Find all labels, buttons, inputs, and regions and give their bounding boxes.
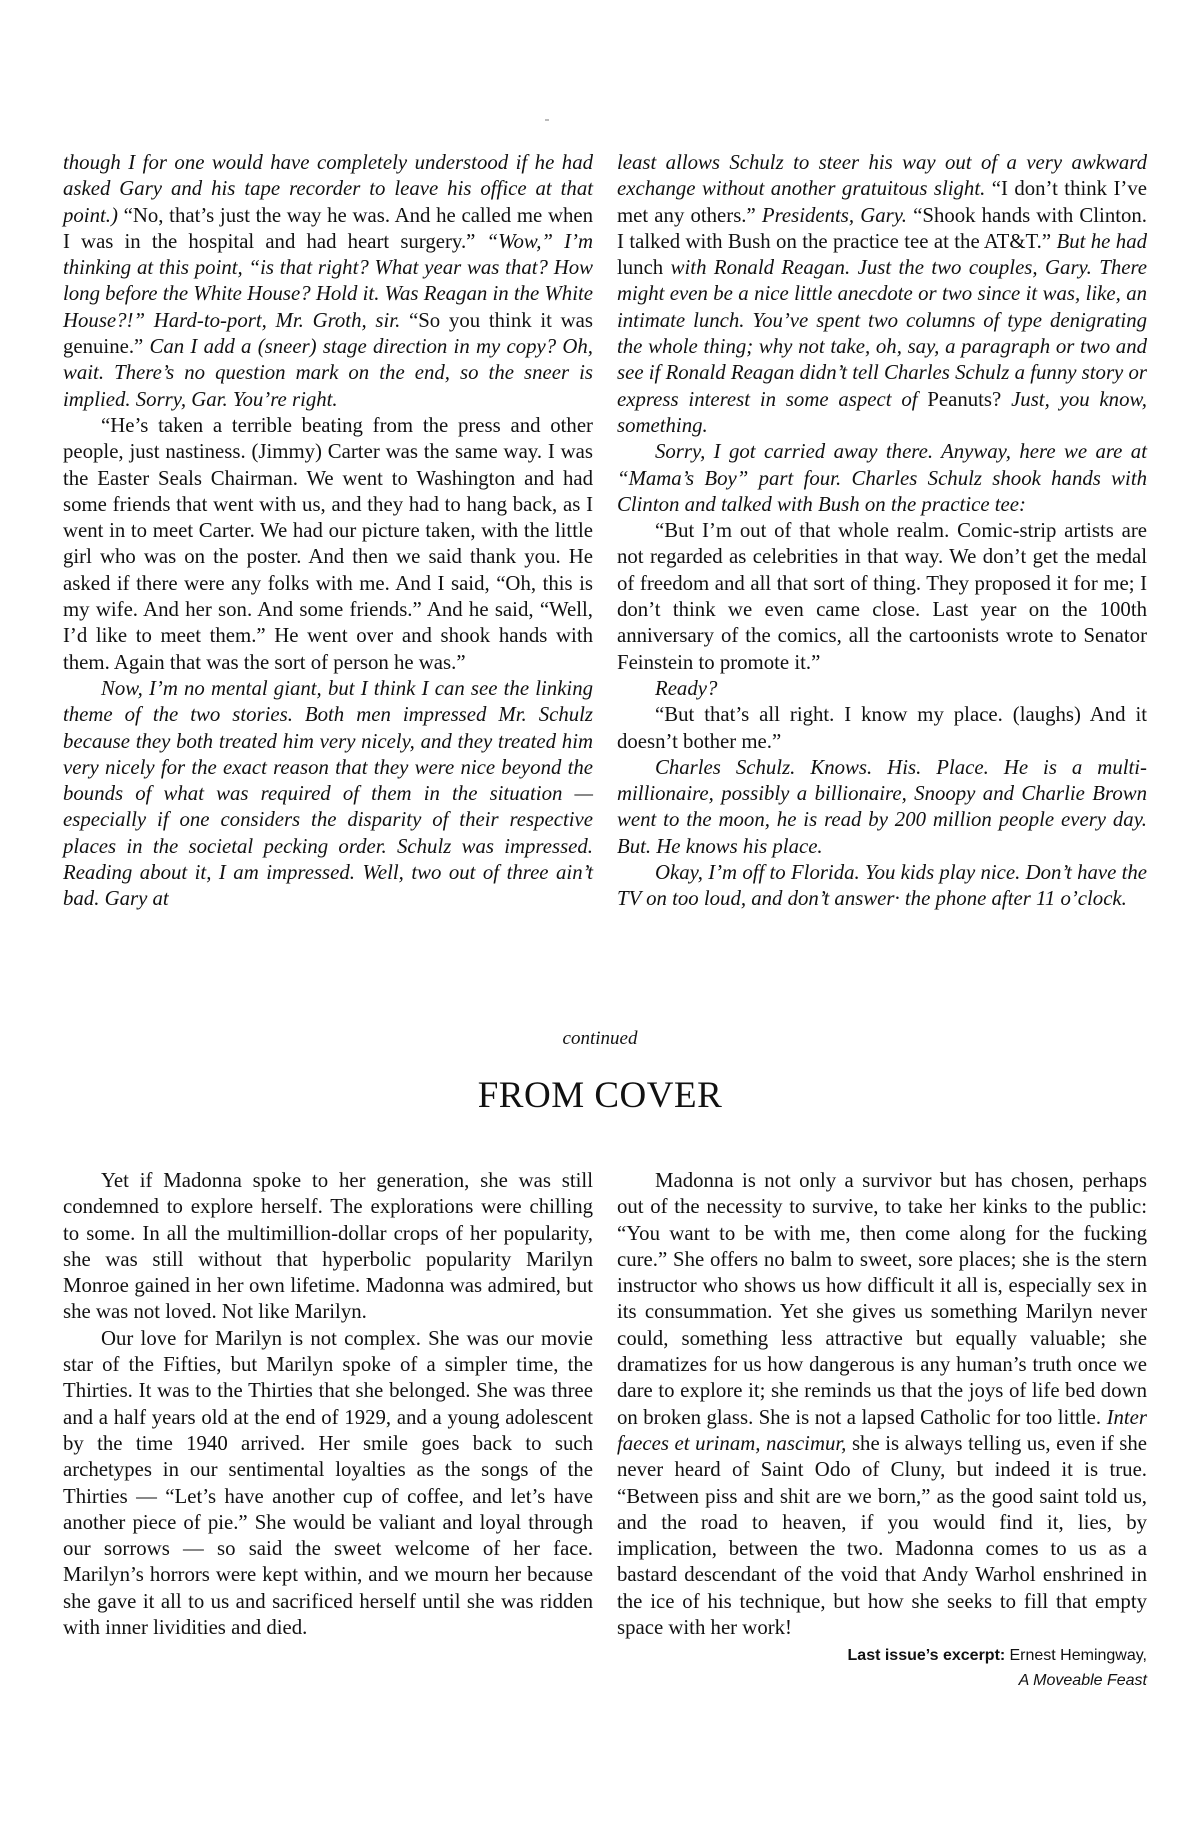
column-right <box>617 150 1147 913</box>
paragraph <box>617 1168 1147 1641</box>
italic-run: Can I add a (sneer) stage direction in my copy? Oh, wait. There’s no question mark on the end, so the sneer is implied. Sorry, Gar. You’re right. <box>63 335 593 411</box>
paragraph <box>617 439 1147 518</box>
text-run: she is always telling us, even if she never heard of Saint Odo of Cluny, but indeed it is true. “Between piss and shit are we born,” as the good saint told us, and the road to heaven, if you would find it, lies, by implication, between the two. Madonna comes to us as a bastard descendant of the void that Andy Warhol enshrined in the ice of his technique, but how she seeks to fill that empty space with her work! <box>617 1431 1148 1640</box>
text-run: “But that’s all right. I know my place. (laughs) And it doesn’t bother me.” <box>617 703 1147 753</box>
paragraph <box>617 676 1147 702</box>
continued-label: continued <box>562 1028 638 1049</box>
paragraph <box>63 150 593 413</box>
paragraph <box>63 676 593 913</box>
text-run: “Shook hands with Clinton. I talked with Bush on the practice tee at the AT&T.” <box>617 203 1148 253</box>
credit-label: Last issue’s excerpt: <box>847 1647 1006 1665</box>
text-run: “I don’t think I’ve met any others.” <box>617 177 1147 227</box>
column-right <box>617 1168 1147 1693</box>
section-title: FROM COVER <box>477 1075 723 1116</box>
text-run: Yet if Madonna spoke to her generation, she was still condemned to explore herself. The explorations were chilling to some. In all the multimillion-dollar crops of her popularity, she was still without that hyperbolic popularity Marilyn Monroe gained in her own lifetime. Madonna was admired, but she was not loved. Not like Marilyn. <box>63 1169 593 1324</box>
italic-run: “Wow,” I’m thinking at this point, “is that right? What year was that? How long before the White House? Hold it. Was Reagan in the White House?!” Hard-to-port, Mr. Groth, sir. <box>63 229 593 332</box>
paragraph <box>617 755 1147 860</box>
credit-author: Ernest Hemingway, <box>1009 1647 1147 1665</box>
italic-run: Okay, I’m off to Florida. You kids play nice. Don’t have the TV on too loud, and don’t answer· the phone after 11 o’clock. <box>617 861 1147 911</box>
italic-run: But he had <box>1056 229 1147 253</box>
italic-run: Ready? <box>655 676 718 700</box>
text-run: “So you think it was genuine.” <box>63 308 593 359</box>
article-columns-bottom <box>63 1168 1147 1693</box>
column-left <box>63 150 593 913</box>
italic-run: Inter faeces et urinam, nascimur, <box>617 1405 1147 1455</box>
italic-run: least allows Schulz to steer his way out of a very awkward exchange without another gratuitous slight. <box>617 151 1147 201</box>
paragraph-group <box>617 1168 1147 1641</box>
text-run: Peanuts? <box>917 387 1012 411</box>
text-run: Madonna is not only a survivor but has chosen, perhaps out of the necessity to survive, to take her kinks to the public: “You want to be with me, then come along for the fucking cure.” She offers no balm to sweet, sore places; she is the stern instructor who shows us how difficult it all is, especially sex in its consummation. Yet she gives us something Marilyn never could, something less attractive but equally valuable; she dramatizes for us how dangerous is any human’s truth once we dare to explore it; she reminds us that the joys of life bed down on broken glass. She is not a lapsed Catholic for too little. <box>617 1169 1147 1429</box>
italic-run: though I for one would have completely understood if he had asked Gary and his tape recorder to leave his office at that point.) <box>63 151 593 227</box>
paragraph <box>617 518 1147 676</box>
paragraph <box>63 413 593 676</box>
paragraph <box>63 1326 593 1642</box>
column-left <box>63 1168 593 1693</box>
text-run: “But I’m out of that whole realm. Comic-strip artists are not regarded as celebrities in that way. We don’t get the medal of freedom and all that sort of thing. They proposed it for me; I don’t think we even came close. Last year on the 100th anniversary of the comics, all the cartoonists wrote to Senator Feinstein to promote it.” <box>617 519 1147 674</box>
excerpt-credit <box>617 1643 1147 1693</box>
article-columns-top <box>63 150 1147 913</box>
text-run: Our love for Marilyn is not complex. She was our movie star of the Fifties, but Marilyn spoke of a simpler time, the Thirties. It was to the Thirties that she belonged. She was three and a half years old at the end of 1929, and a young adolescent by the time 1940 arrived. Her smile goes back to such archetypes in our sentimental loyalties as the songs of the Thirties — “Let’s have another cup of coffee, and let’s have another piece of pie.” She would be valiant and loyal through our sorrows — so said the sweet welcome of her face. Marilyn’s horrors were kept within, and we mourn her because she gave it all to us and sacrificed herself until she was ridden with inner lividities and died. <box>63 1326 593 1640</box>
paragraph <box>617 860 1147 913</box>
paragraph <box>617 150 1147 439</box>
italic-run: Charles Schulz. Knows. His. Place. He is a multi-millionaire, possibly a billionaire, Snoopy and Charlie Brown went to the moon, he is read by 200 million people every day. But. He knows his place. <box>617 755 1147 858</box>
text-run: “He’s taken a terrible beating from the press and other people, just nastiness. (Jimmy) Carter was the same way. I was the Easter Seals Chairman. We went to Washington and had some friends that went with us, and they had to hang back, as I went in to meet Carter. We had our picture taken, with the little girl who was on the poster. And then we said thank you. He asked if there were any folks with me. And I said, “Oh, this is my wife. And her son. And some friends.” And he said, “Well, I’d like to meet them.” He went over and shook hands with them. Again that was the sort of person he was.” <box>63 413 593 674</box>
text-run: lunch <box>617 256 671 280</box>
text-run: “No, that’s just the way he was. And he called me when I was in the hospital and had heart surgery.” <box>63 203 593 253</box>
italic-run: Now, I’m no mental giant, but I think I can see the linking theme of the two stories. Both men impressed Mr. Schulz because they both treated him very nicely, and they treated him very nicely for the exact reason that they were nice beyond the bounds of what was required of them in the situation — especially if one considers the disparity of their respective places in the societal pecking order. Schulz was impressed. Reading about it, I am impressed. Well, two out of three ain’t bad. Gary at <box>63 676 593 911</box>
italic-run: Just, you know, something. <box>617 387 1147 437</box>
italic-run: Sorry, I got carried away there. Anyway, here we are at “Mama’s Boy” part four. Charles Schulz shook hands with Clinton and talked with Bush on the practice tee: <box>617 440 1147 516</box>
italic-run: with Ronald Reagan. Just the two couples, Gary. There might even be a nice little anecdote or two since it was, like, an intimate lunch. You’ve spent two columns of type denigrating the whole thing; why not take, oh, say, a paragraph or two and see if Ronald Reagan didn’t tell Charles Schulz a funny story or express interest in some aspect of <box>617 256 1148 411</box>
paragraph <box>63 1168 593 1326</box>
print-speck <box>545 119 549 121</box>
paragraph <box>617 702 1147 755</box>
italic-run: Presidents, Gary. <box>761 203 908 227</box>
credit-book: A Moveable Feast <box>1018 1672 1147 1690</box>
